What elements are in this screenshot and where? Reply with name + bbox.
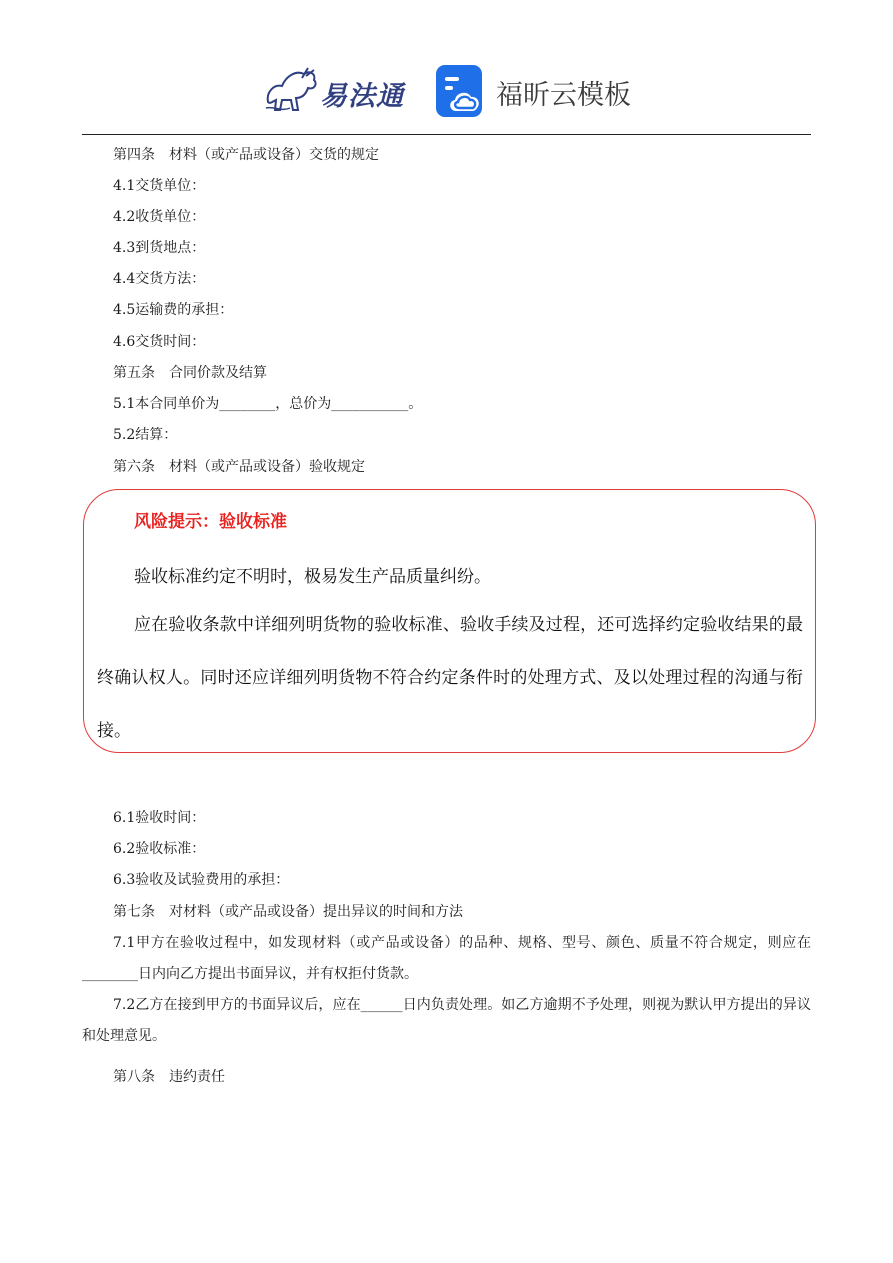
yifatong-logo <box>262 62 414 118</box>
cloud-document-icon <box>436 65 488 117</box>
risk-warning-box <box>83 489 816 753</box>
header-divider <box>82 134 811 135</box>
qilin-icon <box>262 62 322 118</box>
article-4-heading: 第四条 材料（或产品或设备）交货的规定 <box>113 147 379 163</box>
yifatong-logo-text: 易法通 <box>320 81 404 112</box>
foxit-logo-text: 福昕云模板 <box>496 80 631 111</box>
page-header <box>0 0 893 136</box>
article-6-heading: 第六条 材料（或产品或设备）验收规定 <box>113 459 365 475</box>
article-5-heading: 第五条 合同价款及结算 <box>113 365 267 381</box>
risk-warning-paragraph-1: 验收标准约定不明时，极易发生产品质量纠纷。 <box>134 567 491 587</box>
clause-4-2: 4.2收货单位： <box>113 209 206 225</box>
article-7-heading: 第七条 对材料（或产品或设备）提出异议的时间和方法 <box>113 904 463 920</box>
clause-5-2: 5.2结算： <box>113 427 178 443</box>
clause-6-2: 6.2验收标准： <box>113 841 206 857</box>
clause-6-1: 6.1验收时间： <box>113 810 206 826</box>
clause-7-1: 7.1甲方在验收过程中，如发现材料（或产品或设备）的品种、规格、型号、颜色、质量不符合规定，则应在________日内向乙方提出书面异议，并有权拒付货款。 <box>82 935 811 982</box>
clause-4-1: 4.1交货单位： <box>113 178 206 194</box>
clause-4-6: 4.6交货时间： <box>113 334 206 350</box>
clause-4-5: 4.5运输费的承担： <box>113 302 234 318</box>
risk-warning-title: 风险提示：验收标准 <box>134 512 287 532</box>
clause-6-3: 6.3验收及试验费用的承担： <box>113 872 290 888</box>
clause-5-1: 5.1本合同单价为________，总价为___________。 <box>113 396 423 412</box>
risk-warning-paragraph-2: 应在验收条款中详细列明货物的验收标准、验收手续及过程，还可选择约定验收结果的最终确认权人。同时还应详细列明货物不符合约定条件时的处理方式、及以处理过程的沟通与衔接。 <box>97 615 803 741</box>
clause-7-2: 7.2乙方在接到甲方的书面异议后，应在______日内负责处理。如乙方逾期不予处理，则视为默认甲方提出的异议和处理意见。 <box>82 997 811 1044</box>
clause-4-3: 4.3到货地点： <box>113 240 206 256</box>
clause-4-4: 4.4交货方法： <box>113 271 206 287</box>
article-8-heading: 第八条 违约责任 <box>113 1069 225 1085</box>
